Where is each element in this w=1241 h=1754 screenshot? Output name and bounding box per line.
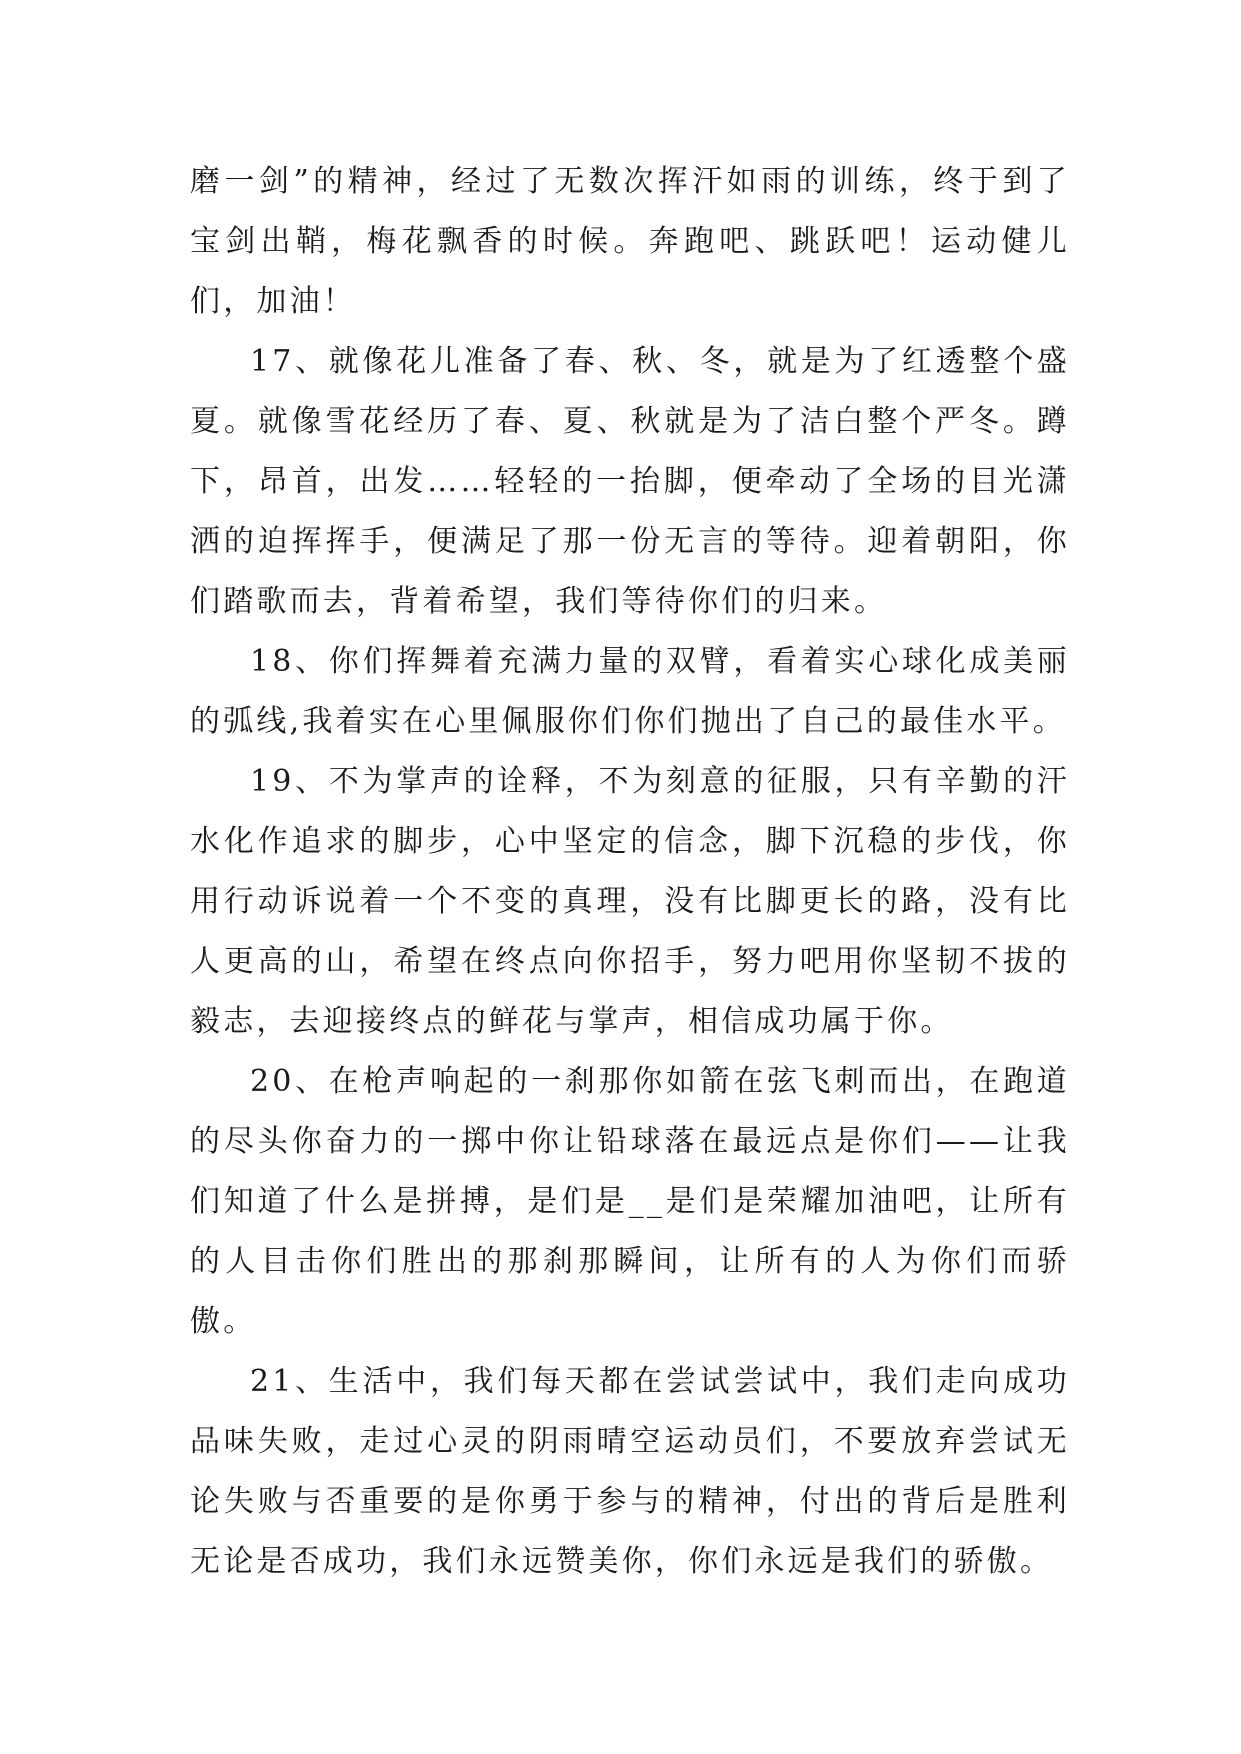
paragraph-20: 20、在枪声响起的一刹那你如箭在弦飞刺而出，在跑道的尽头你奋力的一掷中你让铅球落在最远点是你们——让我们知道了什么是拼搏，是们是__是们是荣耀加油吧，让所有的人目击你们胜出的那刹那瞬间，让所有的人为你们而骄傲。	[190, 1064, 1070, 1339]
paragraph-17: 17、就像花儿准备了春、秋、冬，就是为了红透整个盛夏。就像雪花经历了春、夏、秋就是为了洁白整个严冬。蹲下，昂首，出发……轻轻的一抬脚，便牵动了全场的目光潇洒的迫挥挥手，便满足了那一份无言的等待。迎着朝阳，你们踏歌而去，背着希望，我们等待你们的归来。	[190, 344, 1070, 619]
paragraph-21: 21、生活中，我们每天都在尝试尝试中，我们走向成功品味失败，走过心灵的阴雨晴空运动员们，不要放弃尝试无论失败与否重要的是你勇于参与的精神，付出的背后是胜利无论是否成功，我们永远赞美你，你们永远是我们的骄傲。	[190, 1364, 1070, 1579]
paragraph-continuation: 磨一剑”的精神，经过了无数次挥汗如雨的训练，终于到了宝剑出鞘，梅花飘香的时候。奔跑吧、跳跃吧！运动健儿们，加油！	[190, 164, 1070, 319]
paragraph-18: 18、你们挥舞着充满力量的双臂，看着实心球化成美丽的弧线,我着实在心里佩服你们你们抛出了自己的最佳水平。	[190, 644, 1070, 739]
document-page	[190, 152, 1070, 1592]
paragraph-19: 19、不为掌声的诠释，不为刻意的征服，只有辛勤的汗水化作追求的脚步，心中坚定的信念，脚下沉稳的步伐，你用行动诉说着一个不变的真理，没有比脚更长的路，没有比人更高的山，希望在终点向你招手，努力吧用你坚韧不拔的毅志，去迎接终点的鲜花与掌声，相信成功属于你。	[190, 764, 1070, 1039]
